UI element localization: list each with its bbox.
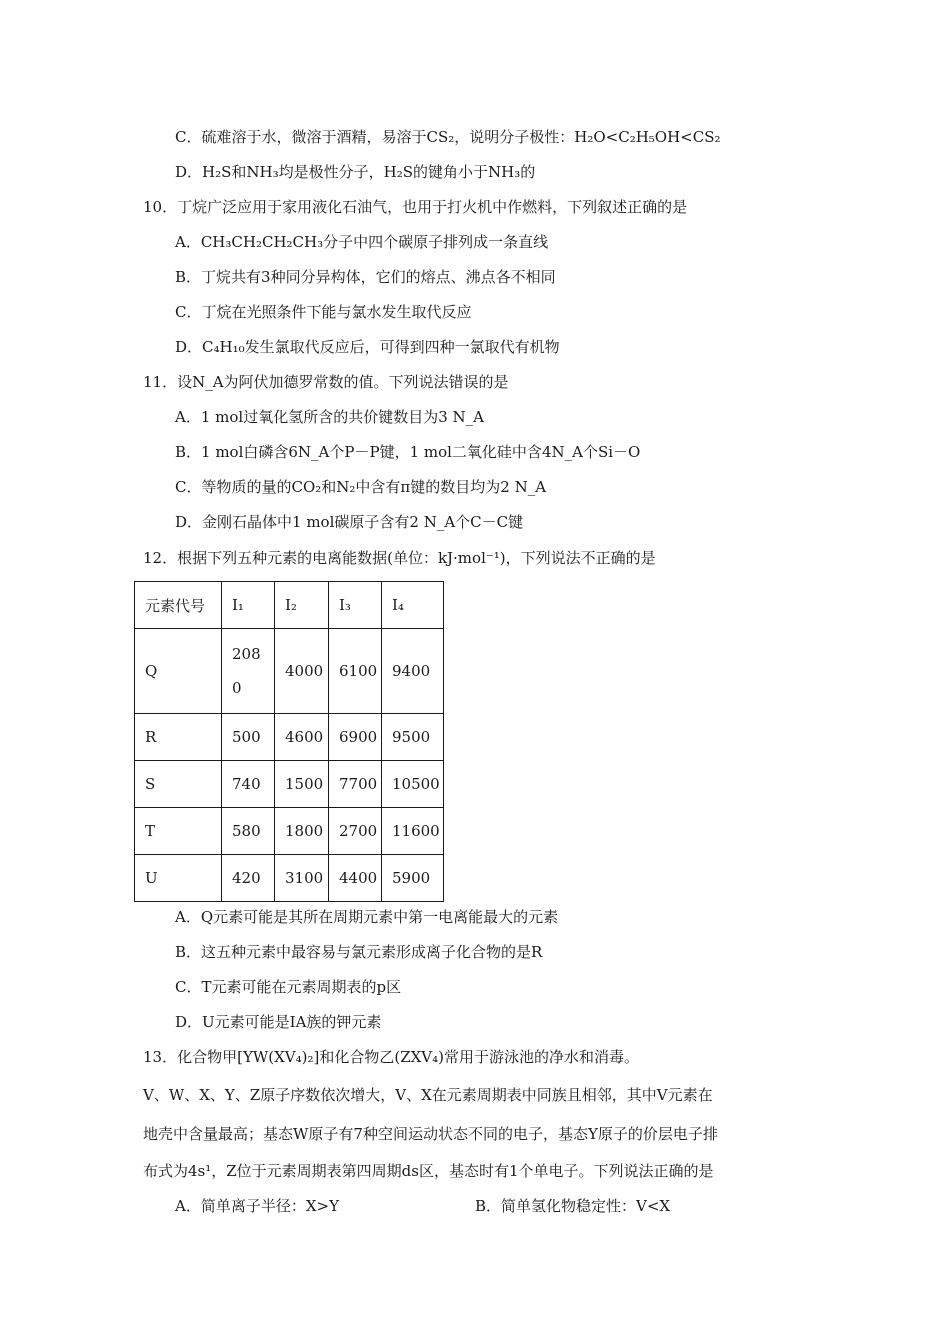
- q10-option-d: D．C₄H₁₀发生氯取代反应后，可得到四种一氯取代有机物: [175, 338, 560, 356]
- table-row: [135, 761, 444, 808]
- q13-body-line: 地壳中含量最高；基态W原子有7种空间运动状态不同的电子，基态Y原子的价层电子排: [143, 1125, 718, 1143]
- table-cell: 3100: [275, 855, 329, 902]
- table-cell: 580: [222, 808, 275, 855]
- table-row: [135, 714, 444, 761]
- q13-option-b: B．简单氢化物稳定性：V<X: [475, 1197, 671, 1215]
- table-cell: 10500: [382, 761, 444, 808]
- table-header-cell: I₁: [222, 582, 275, 629]
- table-cell-text: 2080: [232, 645, 261, 697]
- table-row: [135, 629, 444, 714]
- table-cell: 4400: [329, 855, 382, 902]
- q13-stem: 13．化合物甲[YW(XV₄)₂]和化合物乙(ZXV₄)常用于游泳池的净水和消毒。: [143, 1048, 640, 1066]
- table-cell: T: [135, 808, 222, 855]
- table-cell: U: [135, 855, 222, 902]
- table-row: [135, 855, 444, 902]
- table-cell: Q: [135, 629, 222, 714]
- table-cell: 4000: [275, 629, 329, 714]
- q11-option-a: A．1 mol过氧化氢所含的共价键数目为3 N_A: [175, 408, 484, 426]
- table-cell: 4600: [275, 714, 329, 761]
- table-cell: 6100: [329, 629, 382, 714]
- q11-option-c: C．等物质的量的CO₂和N₂中含有π键的数目均为2 N_A: [175, 478, 547, 496]
- q12-stem: 12．根据下列五种元素的电离能数据(单位：kJ·mol⁻¹)，下列说法不正确的是: [143, 549, 656, 567]
- q12-option-c: C．T元素可能在元素周期表的p区: [175, 978, 402, 996]
- q11-option-d: D．金刚石晶体中1 mol碳原子含有2 N_A个C－C键: [175, 513, 524, 531]
- q9-option-c-text: 硫难溶于水，微溶于酒精，易溶于CS₂，说明分子极性：H₂O<C₂H₅OH<CS₂: [201, 128, 721, 146]
- table-cell: 6900: [329, 714, 382, 761]
- table-cell: 7700: [329, 761, 382, 808]
- q11-stem: 11．设N_A为阿伏加德罗常数的值。下列说法错误的是: [143, 373, 509, 391]
- q10-stem: 10．丁烷广泛应用于家用液化石油气，也用于打火机中作燃料，下列叙述正确的是: [143, 198, 688, 216]
- q10-option-b: B．丁烷共有3种同分异构体，它们的熔点、沸点各不相同: [175, 268, 556, 286]
- table-cell: 1800: [275, 808, 329, 855]
- q10-option-c: C．丁烷在光照条件下能与氯水发生取代反应: [175, 303, 472, 321]
- table-cell: S: [135, 761, 222, 808]
- table-header-cell: 元素代号: [135, 582, 222, 629]
- table-header-cell: I₂: [275, 582, 329, 629]
- table-cell: R: [135, 714, 222, 761]
- q12-option-a: A．Q元素可能是其所在周期元素中第一电离能最大的元素: [175, 908, 559, 926]
- table-header-row: [135, 582, 444, 629]
- table-cell: 5900: [382, 855, 444, 902]
- q9-option-d: D．H₂S和NH₃均是极性分子，H₂S的键角小于NH₃的: [175, 163, 536, 181]
- table-cell: 740: [222, 761, 275, 808]
- table-cell: [222, 629, 275, 714]
- table-cell: 9400: [382, 629, 444, 714]
- table-cell: 1500: [275, 761, 329, 808]
- table-cell: 9500: [382, 714, 444, 761]
- table-cell: 2700: [329, 808, 382, 855]
- q13-body-line: V、W、X、Y、Z原子序数依次增大，V、X在元素周期表中同族且相邻，其中V元素在: [143, 1086, 713, 1104]
- q9-option-d-text: H₂S和NH₃均是极性分子，H₂S的键角小于NH₃的: [202, 163, 536, 181]
- table-header-cell: I₃: [329, 582, 382, 629]
- table-cell: 420: [222, 855, 275, 902]
- q10-option-a: A．CH₃CH₂CH₂CH₃分子中四个碳原子排列成一条直线: [175, 233, 549, 251]
- q13-option-a: A．简单离子半径：X>Y: [175, 1197, 339, 1215]
- table-cell: 11600: [382, 808, 444, 855]
- table-header-cell: I₄: [382, 582, 444, 629]
- q11-option-b: B．1 mol白磷含6N_A个P－P键，1 mol二氧化硅中含4N_A个Si－O: [175, 443, 641, 461]
- q9-option-c: C．硫难溶于水，微溶于酒精，易溶于CS₂，说明分子极性：H₂O<C₂H₅OH<CS₂: [175, 128, 721, 146]
- q12-option-b: B．这五种元素中最容易与氯元素形成离子化合物的是R: [175, 943, 543, 961]
- table-row: [135, 808, 444, 855]
- table-cell: 500: [222, 714, 275, 761]
- ionization-energy-table: [134, 581, 444, 902]
- q13-body-line: 布式为4s¹，Z位于元素周期表第四周期ds区，基态时有1个单电子。下列说法正确的是: [143, 1162, 714, 1180]
- q12-option-d: D．U元素可能是ⅠA族的钾元素: [175, 1013, 382, 1031]
